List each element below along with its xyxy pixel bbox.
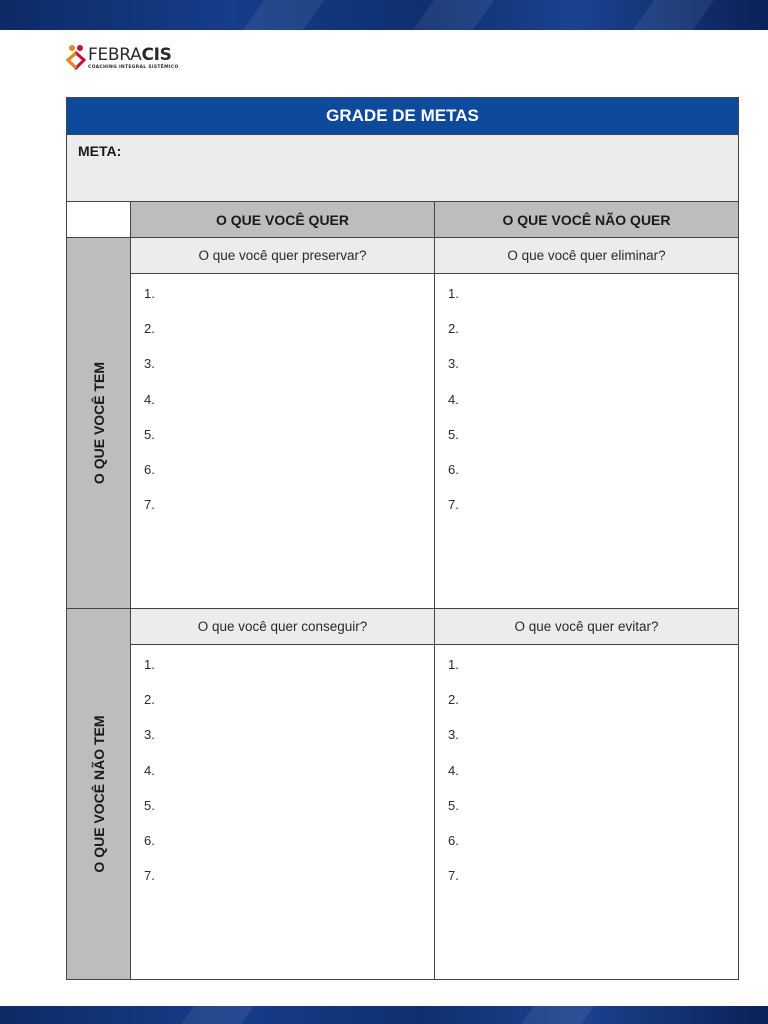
row-header-have-label: O QUE VOCÊ TEM <box>90 361 107 485</box>
list-item: 2. <box>448 321 459 337</box>
column-header-want: O QUE VOCÊ QUER <box>131 202 435 238</box>
goal-grid-worksheet <box>66 97 739 980</box>
list-item: 6. <box>144 832 155 848</box>
quadrant-list-eliminate[interactable] <box>435 274 738 609</box>
list-item: 1. <box>144 657 155 672</box>
column-header-dont-want: O QUE VOCÊ NÃO QUER <box>435 202 738 238</box>
list-item: 6. <box>448 461 459 477</box>
list-item: 1. <box>448 286 459 301</box>
row-header-dont-have <box>67 609 131 979</box>
list-item: 1. <box>448 657 459 672</box>
goal-field[interactable] <box>67 135 738 202</box>
row-header-have <box>67 238 131 609</box>
band-stripe <box>492 1006 608 1024</box>
list-item: 5. <box>448 797 459 813</box>
top-decorative-band <box>0 0 768 30</box>
logo-word-cis: CIS <box>141 45 172 65</box>
worksheet-title: GRADE DE METAS <box>67 98 738 135</box>
list-item: 6. <box>448 832 459 848</box>
corner-cell <box>67 202 131 238</box>
quadrant-question-achieve: O que você quer conseguir? <box>131 609 435 645</box>
list-item: 4. <box>144 391 155 407</box>
febracis-logo <box>66 44 179 72</box>
list-item: 1. <box>144 286 155 301</box>
list-item: 6. <box>144 461 155 477</box>
list-item: 3. <box>144 727 155 743</box>
quadrant-question-preserve: O que você quer preservar? <box>131 238 435 274</box>
list-item: 4. <box>448 391 459 407</box>
list-item: 5. <box>144 797 155 813</box>
quadrant-list-avoid[interactable] <box>435 645 738 979</box>
bottom-decorative-band <box>0 1006 768 1024</box>
quadrant-list-achieve[interactable] <box>131 645 435 979</box>
list-item: 5. <box>144 426 155 442</box>
list-item: 7. <box>448 497 459 513</box>
band-stripe <box>612 0 728 30</box>
quadrant-list-preserve[interactable] <box>131 274 435 609</box>
list-item: 3. <box>448 356 459 372</box>
logo-wordmark <box>88 46 179 64</box>
list-item: 2. <box>144 321 155 337</box>
goal-field-label: META: <box>78 143 122 159</box>
list-item: 3. <box>448 727 459 743</box>
list-item: 4. <box>448 762 459 778</box>
row-header-dont-have-label: O QUE VOCÊ NÃO TEM <box>90 715 107 873</box>
list-item: 3. <box>144 356 155 372</box>
logo-word-febra: FEBRA <box>88 45 142 65</box>
quadrant-question-eliminate: O que você quer eliminar? <box>435 238 738 274</box>
band-stripe <box>152 1006 268 1024</box>
list-item: 7. <box>144 497 155 513</box>
quadrant-question-avoid: O que você quer evitar? <box>435 609 738 645</box>
list-item: 5. <box>448 426 459 442</box>
list-item: 2. <box>448 692 459 708</box>
band-stripe <box>392 0 508 30</box>
list-item: 7. <box>448 868 459 884</box>
band-stripe <box>222 0 338 30</box>
logo-tagline: COACHING INTEGRAL SISTÊMICO <box>88 65 179 70</box>
list-item: 4. <box>144 762 155 778</box>
list-item: 7. <box>144 868 155 884</box>
febracis-emblem-icon <box>66 44 86 70</box>
list-item: 2. <box>144 692 155 708</box>
